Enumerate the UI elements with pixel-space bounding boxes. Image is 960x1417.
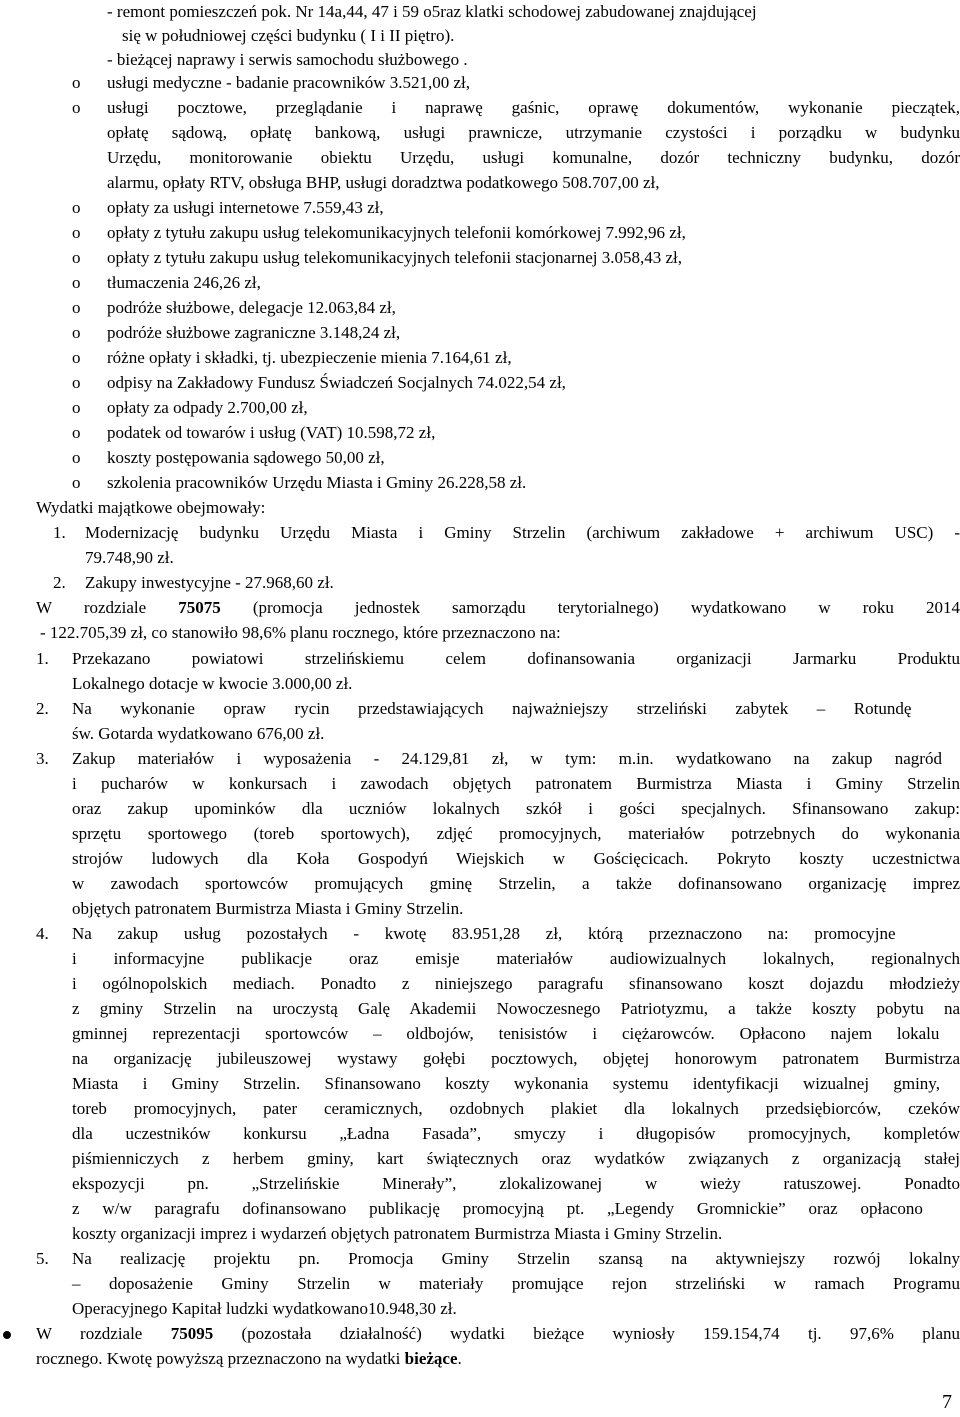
list-item (0, 346, 960, 370)
line-text: opłaty z tytułu zakupu usług telekomunikacyjnych telefonii stacjonarnej 3.058,43 zł, (107, 248, 683, 267)
text-line (0, 1097, 960, 1121)
line-text: opłaty z tytułu zakupu usług telekomunikacyjnych telefonii komórkowej 7.992,96 zł, (107, 223, 686, 242)
list-item (0, 421, 960, 445)
list-item (0, 96, 960, 120)
line-text: W rozdziale 75075 (promocja jednostek samorządu terytorialnego) wydatkowano w roku 2014 (36, 598, 960, 617)
line-text: tłumaczenia 246,26 zł, (107, 273, 261, 292)
list-item (0, 571, 960, 595)
list-item (0, 246, 960, 270)
number-marker: 5. (36, 1249, 49, 1268)
text-line (0, 1272, 960, 1296)
line-text: św. Gotarda wydatkowano 676,00 zł. (72, 724, 325, 743)
line-text: ekspozycji pn. „Strzelińskie Minerały”, zlokalizowanej w wieży ratuszowej. Ponadto (72, 1174, 960, 1193)
number-marker: 2. (53, 573, 66, 592)
line-text: Lokalnego dotacje w kwocie 3.000,00 zł. (72, 674, 353, 693)
line-text: koszty postępowania sądowego 50,00 zł, (107, 448, 385, 467)
bullet-marker: o (72, 248, 81, 267)
line-text: Zakupy inwestycyjne - 27.968,60 zł. (85, 573, 334, 592)
line-text: W rozdziale 75095 (pozostała działalność) wydatki bieżące wyniosły 159.154,74 tj. 97,6% planu (36, 1324, 960, 1343)
list-item (0, 747, 960, 771)
text-line (0, 1147, 960, 1171)
text-line (0, 1022, 960, 1046)
number-marker: 4. (36, 924, 49, 943)
text-line (0, 24, 960, 48)
text-line (0, 1347, 960, 1371)
line-text: - 122.705,39 zł, co stanowiło 98,6% planu rocznego, które przeznaczono na: (40, 623, 561, 642)
list-item (0, 321, 960, 345)
text-line (0, 1297, 960, 1321)
text-line (0, 847, 960, 871)
bullet-icon (3, 1331, 11, 1339)
text-line (0, 146, 960, 170)
number-marker: 3. (36, 749, 49, 768)
list-item (0, 1322, 960, 1346)
line-text: podróże służbowe, delegacje 12.063,84 zł, (107, 298, 396, 317)
line-text: podróże służbowe zagraniczne 3.148,24 zł, (107, 323, 401, 342)
list-item (0, 647, 960, 671)
line-text: szkolenia pracowników Urzędu Miasta i Gminy 26.228,58 zł. (107, 473, 527, 492)
list-item (0, 521, 960, 545)
bullet-marker: o (72, 223, 81, 242)
text-line (0, 772, 960, 796)
line-text: Na zakup usług pozostałych - kwotę 83.951,28 zł, którą przeznaczono na: promocyjne (72, 924, 896, 943)
text-line (0, 872, 960, 896)
line-text: 79.748,90 zł. (85, 548, 174, 567)
text-line (0, 48, 960, 72)
page-number: 7 (942, 1391, 952, 1413)
line-text: odpisy na Zakładowy Fundusz Świadczeń Socjalnych 74.022,54 zł, (107, 373, 566, 392)
list-item (0, 221, 960, 245)
bullet-marker: o (72, 198, 81, 217)
list-item (0, 196, 960, 220)
line-text: różne opłaty i składki, tj. ubezpieczenie mienia 7.164,61 zł, (107, 348, 512, 367)
line-text: – doposażenie Gminy Strzelin w materiały promujące rejon strzeliński w ramach Programu (72, 1274, 960, 1293)
line-text: Modernizację budynku Urzędu Miasta i Gminy Strzelin (archiwum zakładowe + archiwum USC) - (85, 523, 960, 542)
list-item (0, 396, 960, 420)
line-text: sprzętu sportowego (toreb sportowych), zdjęć promocyjnych, materiałów potrzebnych do wykonania (72, 824, 960, 843)
list-item (0, 71, 960, 95)
text-line (0, 672, 960, 696)
line-text: i informacyjne publikacje oraz emisje materiałów audiowizualnych lokalnych, regionalnych (72, 949, 960, 968)
line-text: na organizację jubileuszowej wystawy gołębi pocztowych, objętej honorowym patronatem Burmistrza (72, 1049, 960, 1068)
bullet-marker: o (72, 348, 81, 367)
bullet-marker: o (72, 73, 81, 92)
line-text: usługi pocztowe, przeglądanie i naprawę gaśnic, oprawę dokumentów, wykonanie pieczątek, (107, 98, 960, 117)
text-line (0, 997, 960, 1021)
text-line (0, 171, 960, 195)
text-line (0, 621, 960, 645)
number-marker: 1. (36, 649, 49, 668)
line-text: alarmu, opłaty RTV, obsługa BHP, usługi doradztwa podatkowego 508.707,00 zł, (107, 173, 660, 192)
line-text: usługi medyczne - badanie pracowników 3.521,00 zł, (107, 73, 471, 92)
line-text: w zawodach sportowców promujących gminę Strzelin, a także dofinansowano organizację imprez (72, 874, 960, 893)
line-text: opłaty za usługi internetowe 7.559,43 zł, (107, 198, 384, 217)
text-line (0, 722, 960, 746)
list-item (0, 697, 960, 721)
line-text: podatek od towarów i usług (VAT) 10.598,72 zł, (107, 423, 436, 442)
text-line (0, 596, 960, 620)
line-text: rocznego. Kwotę powyższą przeznaczono na wydatki bieżące. (36, 1349, 462, 1368)
list-item (0, 296, 960, 320)
line-text: toreb promocyjnych, pater ceramicznych, ozdobnych plakiet dla lokalnych przedsiębiorców, czeków (72, 1099, 960, 1118)
number-marker: 1. (53, 523, 66, 542)
list-item (0, 471, 960, 495)
list-item (0, 271, 960, 295)
text-line (0, 1197, 960, 1221)
number-marker: 2. (36, 699, 49, 718)
text-line (0, 1047, 960, 1071)
bullet-marker: o (72, 298, 81, 317)
line-text: koszty organizacji imprez i wydarzeń objętych patronatem Burmistrza Miasta i Gminy Strzelin. (72, 1224, 723, 1243)
bullet-marker: o (72, 423, 81, 442)
text-line (0, 121, 960, 145)
line-text: Na realizację projektu pn. Promocja Gminy Strzelin szansą na aktywniejszy rozwój lokalny (72, 1249, 960, 1268)
line-text: oraz zakup upominków dla uczniów lokalnych szkół i gości specjalnych. Sfinansowano zakup: (72, 799, 960, 818)
text-line (0, 1072, 960, 1096)
bullet-marker: o (72, 398, 81, 417)
bullet-marker: o (72, 98, 81, 117)
text-line (0, 1172, 960, 1196)
line-text: i pucharów w konkursach i zawodach objętych patronatem Burmistrza Miasta i Gminy Strzelin (72, 774, 960, 793)
line-text: się w południowej części budynku ( I i II piętro). (122, 26, 455, 45)
line-text: opłatę sądową, opłatę bankową, usługi prawnicze, utrzymanie czystości i porządku w budynku (107, 123, 960, 142)
section-heading (0, 496, 960, 520)
line-text: Zakup materiałów i wyposażenia - 24.129,81 zł, w tym: m.in. wydatkowano na zakup nagród (72, 749, 942, 768)
list-item (0, 922, 960, 946)
line-text: Przekazano powiatowi strzelińskiemu celem dofinansowania organizacji Jarmarku Produktu (72, 649, 960, 668)
line-text: Na wykonanie opraw rycin przedstawiających najważniejszy strzeliński zabytek – Rotundę (72, 699, 912, 718)
line-text: piśmienniczych z herbem gminy, kart świątecznych oraz wydatków związanych z organizacją stałej (72, 1149, 960, 1168)
line-text: - bieżącej naprawy i serwis samochodu służbowego . (107, 50, 468, 69)
line-text: i ogólnopolskich mediach. Ponadto z niniejszego paragrafu sfinansowano koszt dojazdu młodzieży (72, 974, 960, 993)
line-text: Wydatki majątkowe obejmowały: (36, 498, 266, 517)
line-text: z gminy Strzelin na uroczystą Galę Akademii Nowoczesnego Patriotyzmu, a także koszty pobytu na (72, 999, 960, 1018)
line-text: Urzędu, monitorowanie obiektu Urzędu, usługi komunalne, dozór techniczny budynku, dozór (107, 148, 960, 167)
text-line (0, 947, 960, 971)
line-text: objętych patronatem Burmistrza Miasta i Gminy Strzelin. (72, 899, 464, 918)
text-line (0, 897, 960, 921)
line-text: dla uczestników konkursu „Ładna Fasada”, smyczy i długopisów promocyjnych, kompletów (72, 1124, 960, 1143)
bullet-marker: o (72, 473, 81, 492)
list-item (0, 1247, 960, 1271)
line-text: gminnej reprezentacji sportowców – oldbojów, tenisistów i ciężarowców. Opłacono najem lokalu (72, 1024, 940, 1043)
bullet-marker: o (72, 273, 81, 292)
text-line (0, 972, 960, 996)
line-text: - remont pomieszczeń pok. Nr 14a,44, 47 i 59 o5raz klatki schodowej zabudowanej znajdującej (107, 2, 757, 21)
list-item (0, 446, 960, 470)
text-line (0, 822, 960, 846)
text-line (0, 797, 960, 821)
line-text: Miasta i Gminy Strzelin. Sfinansowano koszty wykonania systemu identyfikacji wizualnej gminy, (72, 1074, 940, 1093)
list-item (0, 371, 960, 395)
text-line (0, 1222, 960, 1246)
line-text: z w/w paragrafu dofinansowano publikację promocyjną pt. „Legendy Gromnickie” oraz opłacono (72, 1199, 923, 1218)
text-line (0, 0, 960, 24)
line-text: Operacyjnego Kapitał ludzki wydatkowano10.948,30 zł. (72, 1299, 457, 1318)
line-text: strojów ludowych dla Koła Gospodyń Wiejskich w Gościęcicach. Pokryto koszty uczestnictwa (72, 849, 960, 868)
bullet-marker: o (72, 448, 81, 467)
bullet-marker: o (72, 373, 81, 392)
text-line (0, 546, 960, 570)
bullet-marker: o (72, 323, 81, 342)
line-text: opłaty za odpady 2.700,00 zł, (107, 398, 308, 417)
text-line (0, 1122, 960, 1146)
